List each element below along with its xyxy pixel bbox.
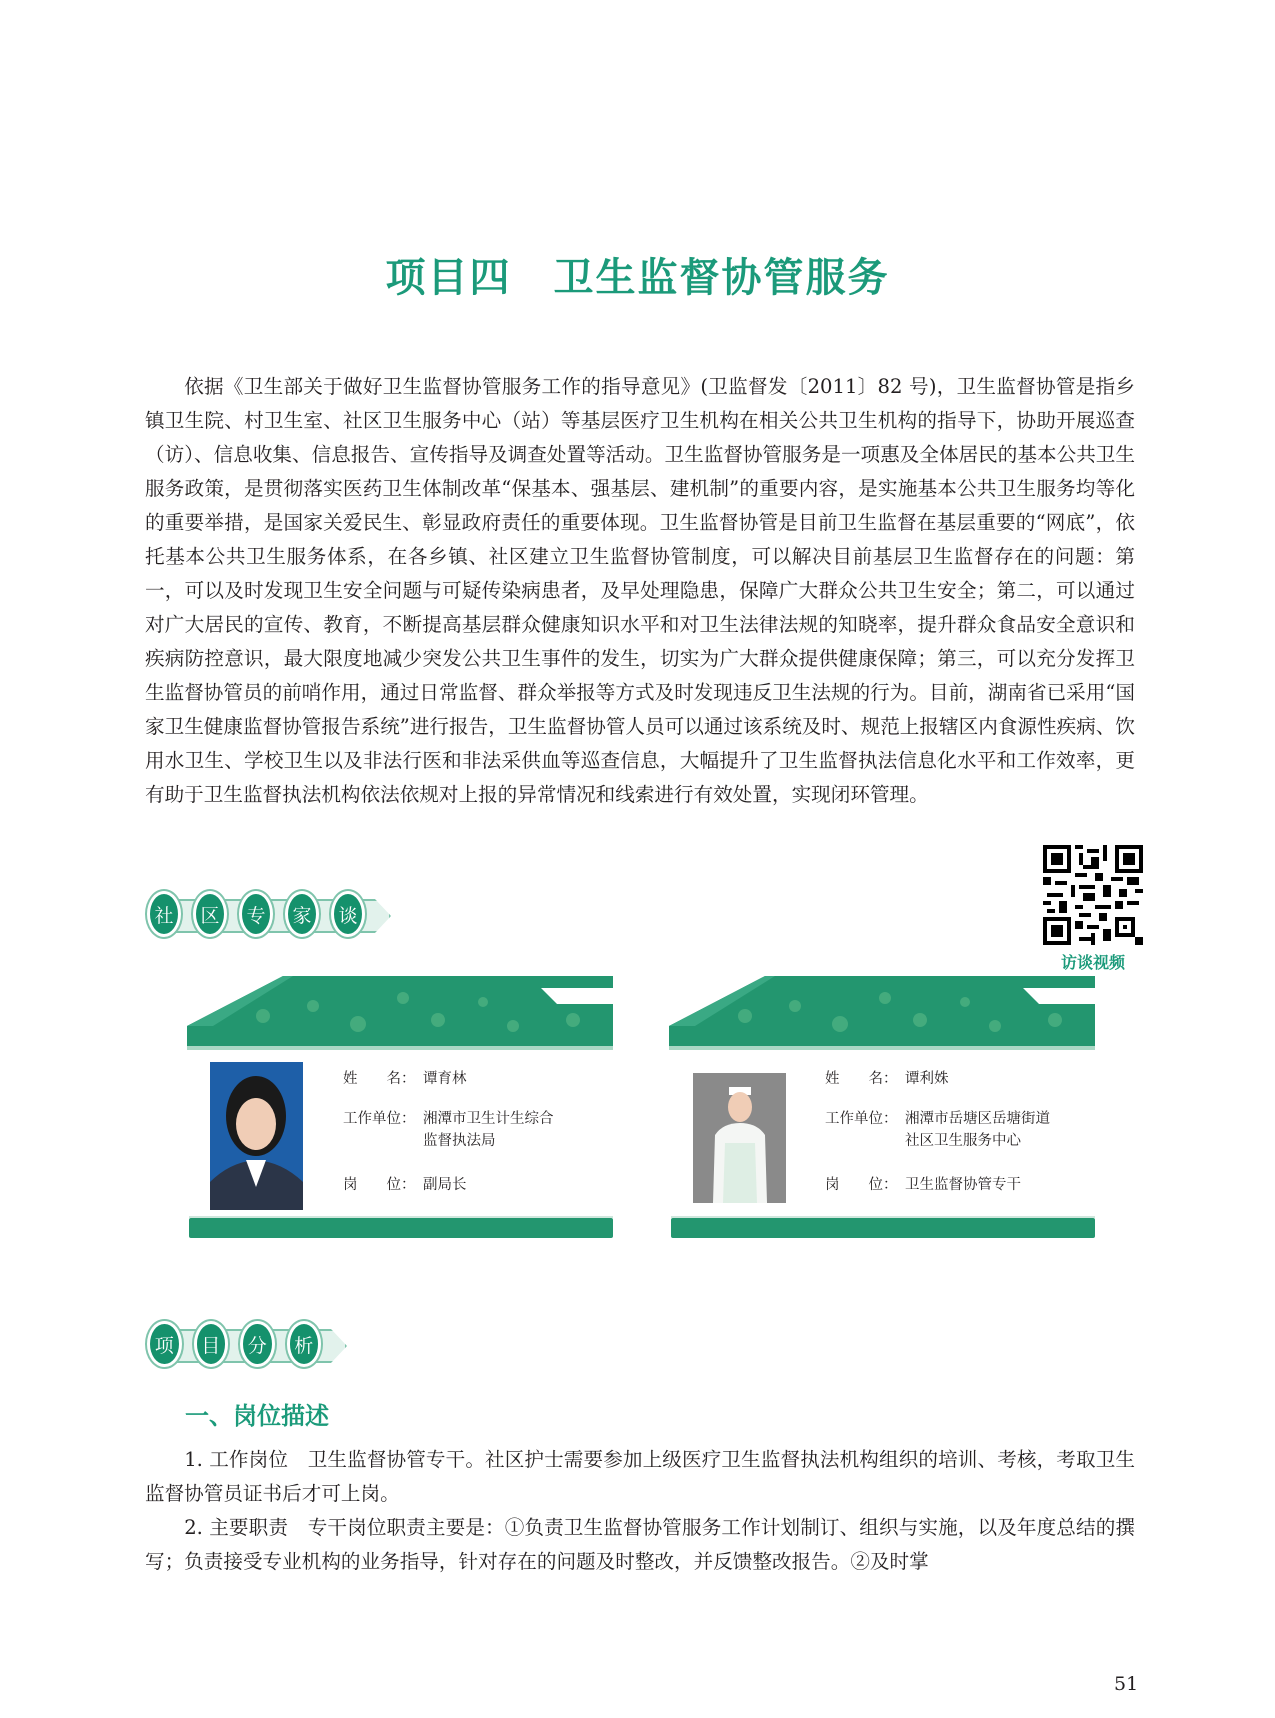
expert-name: 谭育林 — [423, 1071, 467, 1087]
chapter-title: 项目四 卫生监督协管服务 — [385, 254, 890, 301]
position-label: 岗 位： — [343, 1177, 416, 1193]
page-number: 51 — [1114, 1673, 1139, 1695]
badge-char: 析 — [287, 1321, 322, 1367]
expert-unit: 湘潭市岳塘区岳塘街道 社区卫生服务中心 — [905, 1111, 1050, 1149]
analysis-section-header — [147, 1318, 333, 1370]
house-roof-graphic — [665, 968, 1095, 1060]
expert-name: 谭利姝 — [905, 1071, 949, 1087]
subsection-title: 一、岗位描述 — [185, 1401, 329, 1430]
unit-label: 工作单位： — [343, 1111, 416, 1127]
badge-char: 区 — [193, 891, 227, 937]
badge-char: 分 — [240, 1321, 275, 1367]
badge-char: 项 — [147, 1321, 182, 1367]
house-floor — [189, 1218, 613, 1238]
paragraph: 2. 主要职责 专干岗位职责主要是：①负责卫生监督协管服务工作计划制订、组织与实施，以及年度总结的撰写；负责接受专业机构的业务指导，针对存在的问题及时整改，并反馈整改报告。②及时掌 — [145, 1516, 1135, 1573]
badge-char: 专 — [239, 891, 273, 937]
badge-char: 谈 — [331, 891, 365, 937]
badge-char: 社 — [147, 891, 181, 937]
unit-label: 工作单位： — [825, 1111, 898, 1127]
expert-card — [665, 968, 1095, 1238]
expert-unit: 湘潭市卫生计生综合 监督执法局 — [423, 1111, 554, 1149]
qr-caption: 访谈视频 — [1060, 953, 1125, 972]
name-label: 姓 名： — [343, 1071, 416, 1087]
badge-char: 家 — [285, 891, 319, 937]
expert-section-header — [147, 888, 377, 940]
house-floor — [671, 1218, 1095, 1238]
badge-char: 目 — [194, 1321, 229, 1367]
expert-photo — [693, 1073, 786, 1203]
name-label: 姓 名： — [825, 1071, 898, 1087]
position-label: 岗 位： — [825, 1177, 898, 1193]
expert-position: 卫生监督协管专干 — [905, 1177, 1021, 1193]
house-roof-graphic — [183, 968, 613, 1060]
expert-photo — [210, 1062, 303, 1210]
expert-card — [183, 968, 613, 1238]
paragraph: 1. 工作岗位 卫生监督协管专干。社区护士需要参加上级医疗卫生监督执法机构组织的培训、考核，考取卫生监督协管员证书后才可上岗。 — [145, 1448, 1135, 1505]
intro-paragraph: 依据《卫生部关于做好卫生监督协管服务工作的指导意见》(卫监督发〔2011〕82 号)，卫生监督协管是指乡镇卫生院、村卫生室、社区卫生服务中心（站）等基层医疗卫生机构在相关公共卫生机构的指导下，协助开展巡查（访）、信息收集、信息报告、宣传指导及调查处置等活动。卫生监督协管服务是一项惠及全体居民的基本公共卫生服务政策，是贯彻落实医药卫生体制改革“保基本、强基层、建机制”的重要内容，是实施基本公共卫生服务均等化的重要举措，是国家关爱民生、彰显政府责任的重要体现。卫生监督协管是目前卫生监督在基层重要的“网底”，依托基本公共卫生服务体系，在各乡镇、社区建立卫生监督协管制度，可以解决目前基层卫生监督存在的问题：第一，可以及时发现卫生安全问题与可疑传染病患者，及早处理隐患，保障广大群众公共卫生安全；第二，可以通过对广大居民的宣传、教育，不断提高基层群众健康知识水平和对卫生法律法规的知晓率，提升群众食品安全意识和疾病防控意识，最大限度地减少突发公共卫生事件的发生，切实为广大群众提供健康保障；第三，可以充分发挥卫生监督协管员的前哨作用，通过日常监督、群众举报等方式及时发现违反卫生法规的行为。目前，湖南省已采用“国家卫生健康监督协管报告系统”进行报告，卫生监督协管人员可以通过该系统及时、规范上报辖区内食源性疾病、饮用水卫生、学校卫生以及非法行医和非法采供血等巡查信息，大幅提升了卫生监督执法信息化水平和工作效率，更有助于卫生监督执法机构依法依规对上报的异常情况和线索进行有效处置，实现闭环管理。 — [145, 375, 1135, 806]
expert-position: 副局长 — [423, 1177, 467, 1193]
qr-code-icon[interactable] — [1043, 845, 1143, 945]
